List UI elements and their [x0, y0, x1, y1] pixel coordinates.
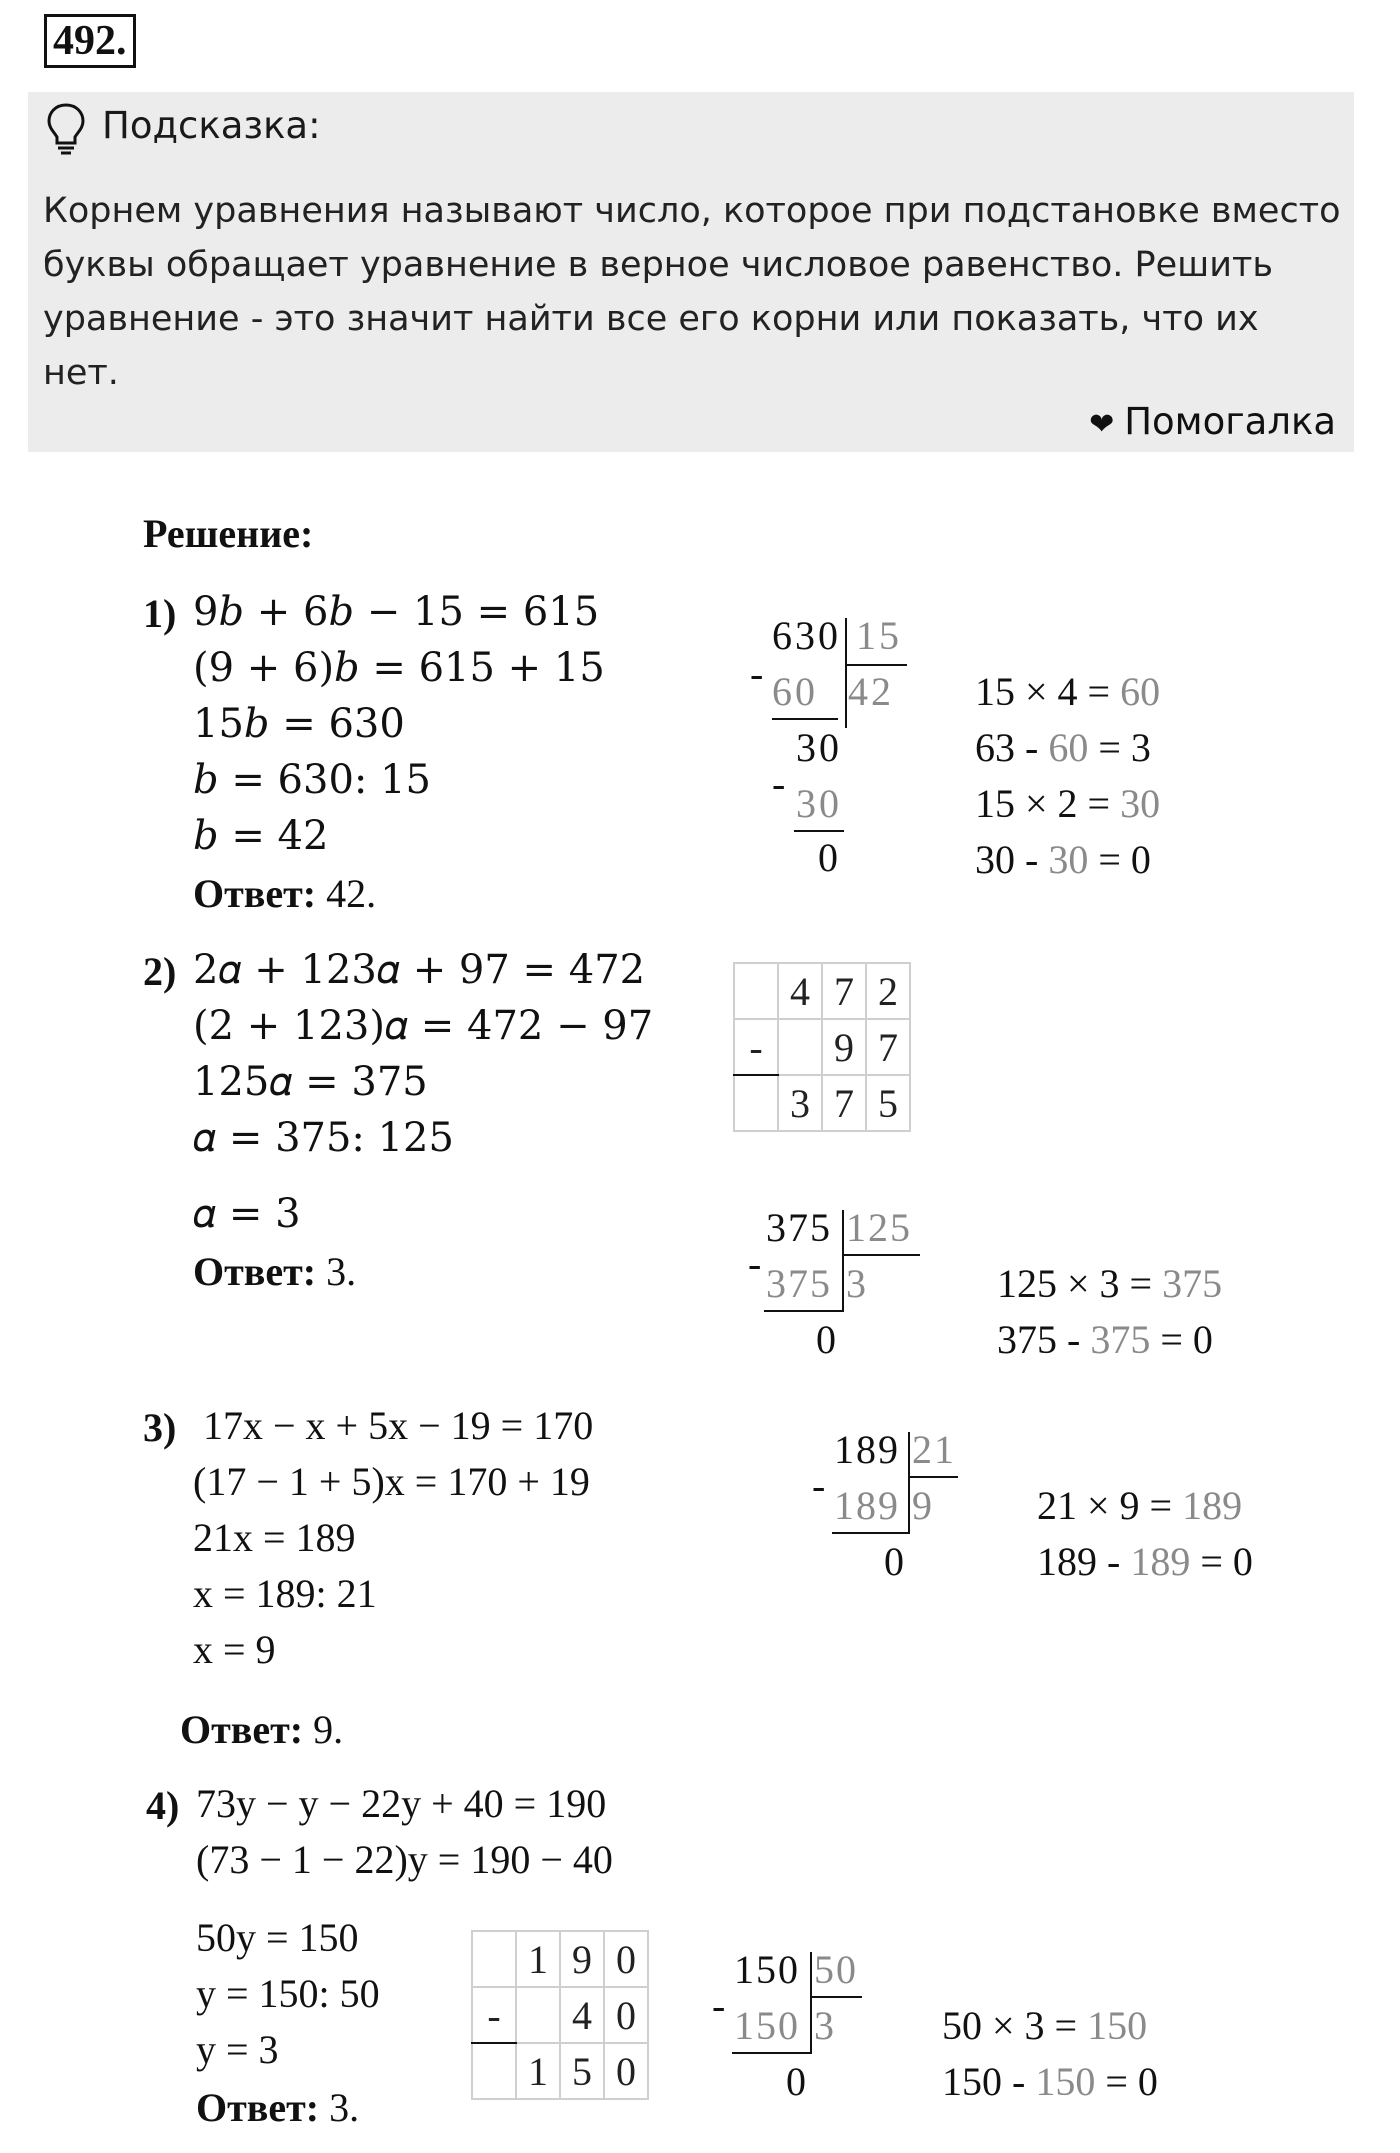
underline	[772, 718, 838, 720]
minus-sign: -	[712, 1983, 726, 2028]
divisor: 21	[912, 1427, 956, 1472]
subtrahend: 150	[734, 2003, 800, 2048]
underline	[764, 1310, 844, 1312]
grid-cell	[516, 1987, 560, 2043]
hint-source	[1089, 400, 1336, 443]
subtrahend: 30	[796, 781, 842, 826]
answer-label: Ответ:	[193, 871, 317, 916]
answer-value: 3.	[316, 1249, 357, 1294]
divisor: 125	[846, 1205, 912, 1250]
minus-sign: -	[472, 1987, 516, 2043]
check-line: 150 - 150 = 0	[942, 2059, 1158, 2104]
long-division	[812, 1426, 980, 1586]
dividend: 375	[766, 1205, 832, 1250]
grid-cell: 5	[866, 1075, 910, 1131]
division-bar	[842, 1254, 920, 1256]
grid-cell: 4	[778, 963, 822, 1019]
divisor: 50	[814, 1947, 858, 1992]
equation-line: 125𝛼 = 375	[193, 1059, 428, 1105]
underline	[832, 1532, 910, 1534]
minus-sign: -	[750, 651, 764, 696]
equation-line: 17x − x + 5x − 19 = 170	[203, 1403, 594, 1448]
long-division	[712, 1946, 884, 2106]
column-subtraction	[471, 1930, 649, 2100]
equation-line: x = 189: 21	[193, 1571, 377, 1616]
subtrahend: 60	[772, 669, 818, 714]
answer	[193, 870, 376, 917]
remainder: 0	[818, 835, 838, 880]
answer	[196, 2084, 359, 2131]
check-line: 15 × 2 = 30	[975, 781, 1161, 826]
problem-number: 3)	[143, 1405, 177, 1450]
grid-cell: 9	[822, 1019, 866, 1075]
grid-cell	[734, 1075, 778, 1131]
grid-cell: 7	[822, 963, 866, 1019]
quotient: 42	[848, 669, 894, 714]
remainder: 0	[884, 1539, 904, 1584]
remainder: 0	[816, 1317, 836, 1362]
check-line: 50 × 3 = 150	[942, 2003, 1148, 2048]
minus-sign: -	[734, 1019, 778, 1075]
lightbulb-icon	[46, 102, 86, 156]
minus-sign: -	[748, 1241, 762, 1286]
division-bar	[845, 664, 907, 666]
equation-line: y = 150: 50	[196, 1971, 380, 2016]
grid-cell: 4	[560, 1987, 604, 2043]
answer-value: 3.	[319, 2085, 360, 2130]
column-subtraction	[733, 962, 911, 1132]
grid-cell	[472, 2043, 516, 2099]
dividend: 189	[834, 1427, 900, 1472]
grid-cell: 0	[604, 1987, 648, 2043]
grid-cell: 7	[822, 1075, 866, 1131]
divisor: 15	[856, 613, 902, 658]
problem-number: 2)	[143, 949, 177, 994]
source-label: Помогалка	[1124, 400, 1336, 443]
equation-line: 9𝑏 + 6𝑏 − 15 = 615	[193, 589, 600, 635]
quotient: 3	[814, 2003, 834, 2048]
division-bar	[810, 1996, 862, 1998]
minus-sign: -	[772, 761, 786, 806]
grid-cell: 1	[516, 2043, 560, 2099]
equation-line: 73y − y − 22y + 40 = 190	[196, 1781, 607, 1826]
check-line: 63 - 60 = 3	[975, 725, 1151, 770]
division-bar	[842, 1210, 844, 1310]
subtrahend: 375	[766, 1261, 832, 1306]
minus-sign: -	[812, 1463, 826, 1508]
grid-cell: 7	[866, 1019, 910, 1075]
equation-line: (17 − 1 + 5)x = 170 + 19	[193, 1459, 590, 1504]
dividend: 150	[734, 1947, 800, 1992]
grid-cell: 2	[866, 963, 910, 1019]
equation-line: (9 + 6)𝑏 = 615 + 15	[193, 645, 605, 691]
division-bar	[810, 1952, 812, 2052]
underline	[794, 830, 844, 832]
quotient: 9	[912, 1483, 932, 1528]
check-line: 15 × 4 = 60	[975, 669, 1161, 714]
grid-cell: 3	[778, 1075, 822, 1131]
grid-cell: 0	[604, 1931, 648, 1987]
answer-value: 42.	[316, 871, 377, 916]
equation-line: (73 − 1 − 22)y = 190 − 40	[196, 1837, 613, 1882]
solution-heading: Решение:	[143, 511, 314, 556]
grid-cell: 5	[560, 2043, 604, 2099]
problem-number: 4)	[146, 1783, 180, 1828]
grid-cell	[734, 963, 778, 1019]
subtrahend: 189	[834, 1483, 900, 1528]
check-line: 125 × 3 = 375	[997, 1261, 1223, 1306]
remainder: 30	[796, 725, 842, 770]
equation-line: 21x = 189	[193, 1515, 356, 1560]
grid-cell	[778, 1019, 822, 1075]
remainder: 0	[786, 2059, 806, 2104]
hint-box	[28, 92, 1354, 452]
equation-line: y = 3	[196, 2027, 279, 2072]
equation-line: 15𝑏 = 630	[193, 701, 405, 747]
answer	[180, 1706, 343, 1753]
underline	[732, 2052, 812, 2054]
grid-cell	[472, 1931, 516, 1987]
grid-cell: 1	[516, 1931, 560, 1987]
task-number: 492.	[44, 14, 136, 68]
dividend: 630	[772, 613, 841, 658]
long-division	[748, 1204, 940, 1364]
equation-line: 𝑏 = 630: 15	[193, 757, 431, 803]
equation-line: 2𝛼 + 123𝛼 + 97 = 472	[193, 947, 646, 993]
answer-label: Ответ:	[196, 2085, 320, 2130]
problem-number: 1)	[143, 591, 177, 636]
check-line: 30 - 30 = 0	[975, 837, 1151, 882]
check-line: 21 × 9 = 189	[1037, 1483, 1243, 1528]
grid-cell: 9	[560, 1931, 604, 1987]
long-division	[750, 612, 910, 880]
equation-line: x = 9	[193, 1627, 276, 1672]
heart-icon: ❤	[1089, 407, 1115, 442]
equation-line: 𝑏 = 42	[193, 813, 329, 859]
grid-cell: 0	[604, 2043, 648, 2099]
equation-line: (2 + 123)𝛼 = 472 − 97	[193, 1003, 654, 1049]
equation-line: 50y = 150	[196, 1915, 359, 1960]
check-line: 189 - 189 = 0	[1037, 1539, 1253, 1584]
answer-value: 9.	[303, 1707, 344, 1752]
answer	[193, 1248, 356, 1295]
division-bar	[845, 618, 847, 728]
division-bar	[908, 1432, 910, 1532]
hint-text: Корнем уравнения называют число, которое при подстановке вместо буквы обращает уравнение в верное числовое равенство. Решить уравнение - это значит найти все его корни или показать, что их нет.	[43, 191, 1341, 393]
quotient: 3	[846, 1261, 866, 1306]
equation-line: 𝛼 = 375: 125	[193, 1115, 454, 1161]
check-line: 375 - 375 = 0	[997, 1317, 1213, 1362]
answer-label: Ответ:	[193, 1249, 317, 1294]
answer-label: Ответ:	[180, 1707, 304, 1752]
equation-line: 𝛼 = 3	[193, 1191, 301, 1237]
hint-title: Подсказка:	[102, 104, 321, 147]
division-bar	[908, 1476, 958, 1478]
